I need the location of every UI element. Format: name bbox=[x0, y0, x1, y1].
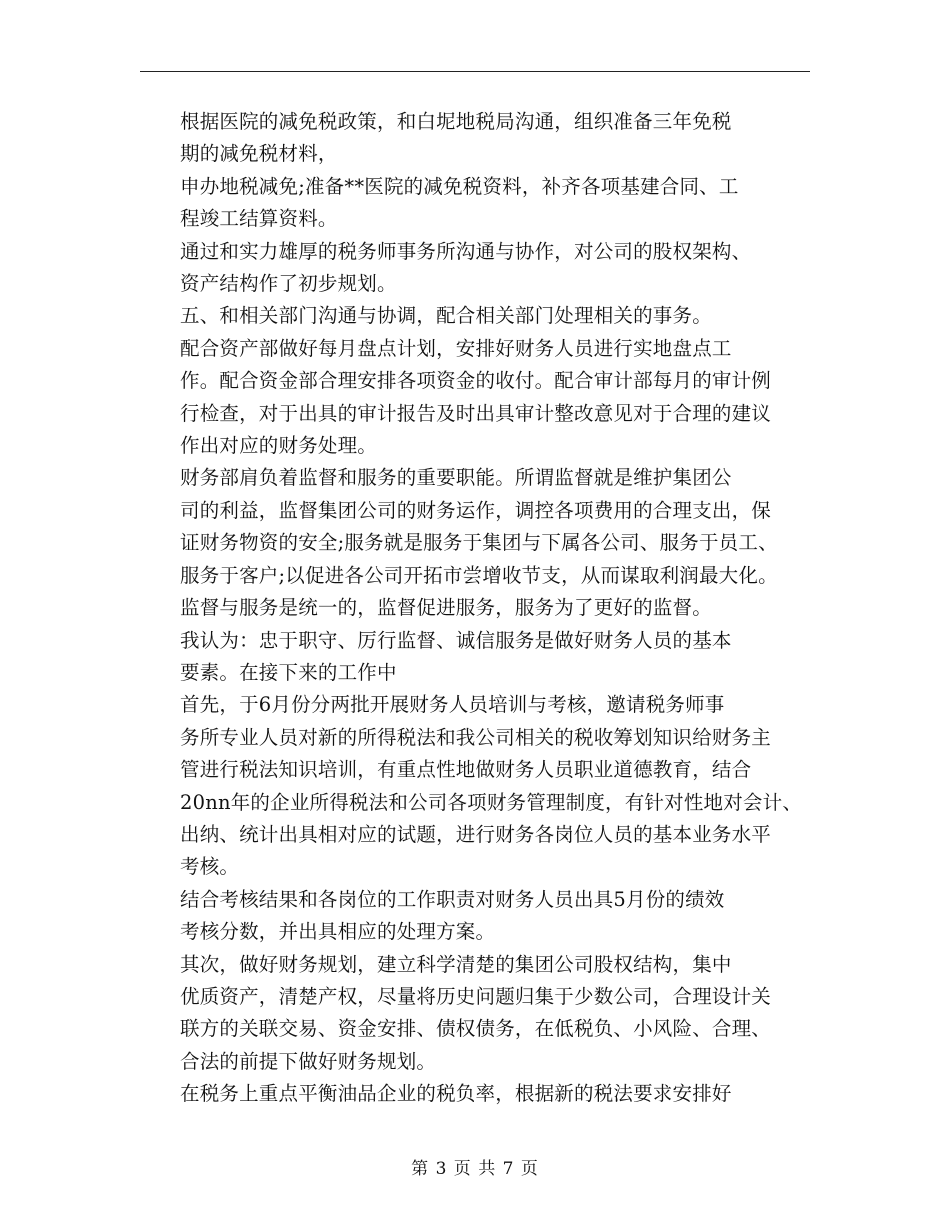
text-line: 联方的关联交易、资金安排、债权债务，在低税负、小风险、合理、 bbox=[180, 1017, 772, 1041]
text-line: 申办地税减免;准备**医院的减免税资料，补齐各项基建合同、工 bbox=[180, 174, 739, 198]
paragraph bbox=[141, 106, 811, 171]
paragraph bbox=[141, 625, 811, 690]
text-line: 期的减免税材料， bbox=[180, 142, 338, 166]
text-line: 务所专业人员对新的所得税法和我公司相关的税收筹划知识给财务主 bbox=[180, 725, 772, 749]
text-line: 服务于客户;以促进各公司开拓市尝增收节支，从而谋取利润最大化。 bbox=[180, 563, 778, 587]
text-line: 结合考核结果和各岗位的工作职责对财务人员出具5月份的绩效 bbox=[180, 887, 725, 911]
text-line: 出纳、统计出具相对应的试题，进行财务各岗位人员的基本业务水平 bbox=[180, 822, 772, 846]
paragraph bbox=[141, 236, 811, 301]
text-line: 根据医院的减免税政策，和白坭地税局沟通，组织准备三年免税 bbox=[180, 110, 732, 133]
text-line: 合法的前提下做好财务规划。 bbox=[180, 1049, 437, 1073]
document-body bbox=[141, 106, 811, 1111]
text-line: 首先，于6月份分两批开展财务人员培训与考核，邀请税务师事 bbox=[180, 693, 725, 717]
text-line: 在税务上重点平衡油品企业的税负率，根据新的税法要求安排好 bbox=[180, 1082, 732, 1106]
text-line: 考核分数，并出具相应的处理方案。 bbox=[180, 920, 496, 944]
text-line: 司的利益，监督集团公司的财务运作，调控各项费用的合理支出，保 bbox=[180, 498, 772, 522]
paragraph bbox=[141, 689, 811, 883]
text-line: 其次，做好财务规划，建立科学清楚的集团公司股权结构，集中 bbox=[180, 952, 732, 976]
paragraph bbox=[141, 300, 811, 332]
text-line: 监督与服务是统一的，监督促进服务，服务为了更好的监督。 bbox=[180, 596, 712, 620]
text-line: 配合资产部做好每月盘点计划，安排好财务人员进行实地盘点工 bbox=[180, 336, 732, 360]
text-line: 20nn年的企业所得税法和公司各项财务管理制度，有针对性地对会计、 bbox=[180, 790, 803, 814]
text-line: 资产结构作了初步规划。 bbox=[180, 272, 397, 296]
text-line: 要素。在接下来的工作中 bbox=[180, 660, 397, 684]
text-line: 通过和实力雄厚的税务师事务所沟通与协作，对公司的股权架构、 bbox=[180, 239, 752, 263]
text-line: 作出对应的财务处理。 bbox=[180, 434, 378, 458]
text-line: 管进行税法知识培训，有重点性地做财务人员职业道德教育，结合 bbox=[180, 758, 752, 782]
text-line: 优质资产，清楚产权，尽量将历史问题归集于少数公司，合理设计关 bbox=[180, 984, 772, 1008]
paragraph bbox=[141, 884, 811, 949]
paragraph bbox=[141, 462, 811, 624]
text-line: 我认为：忠于职守、厉行监督、诚信服务是做好财务人员的基本 bbox=[180, 628, 732, 652]
page-number: 第 3 页 共 7 页 bbox=[411, 1159, 539, 1179]
page-footer bbox=[0, 1154, 950, 1179]
header-rule bbox=[140, 71, 810, 72]
paragraph bbox=[141, 949, 811, 1079]
text-line: 行检查，对于出具的审计报告及时出具审计整改意见对于合理的建议 bbox=[180, 401, 772, 425]
text-line: 作。配合资金部合理安排各项资金的收付。配合审计部每月的审计例 bbox=[180, 369, 772, 393]
text-line: 证财务物资的安全;服务就是服务于集团与下属各公司、服务于员工、 bbox=[180, 531, 778, 555]
paragraph bbox=[141, 333, 811, 463]
text-line: 考核。 bbox=[180, 855, 240, 879]
paragraph bbox=[141, 171, 811, 236]
paragraph bbox=[141, 1078, 811, 1110]
text-line: 程竣工结算资料。 bbox=[180, 207, 338, 231]
text-line: 五、和相关部门沟通与协调，配合相关部门处理相关的事务。 bbox=[180, 304, 712, 328]
text-line: 财务部肩负着监督和服务的重要职能。所谓监督就是维护集团公 bbox=[180, 466, 732, 490]
